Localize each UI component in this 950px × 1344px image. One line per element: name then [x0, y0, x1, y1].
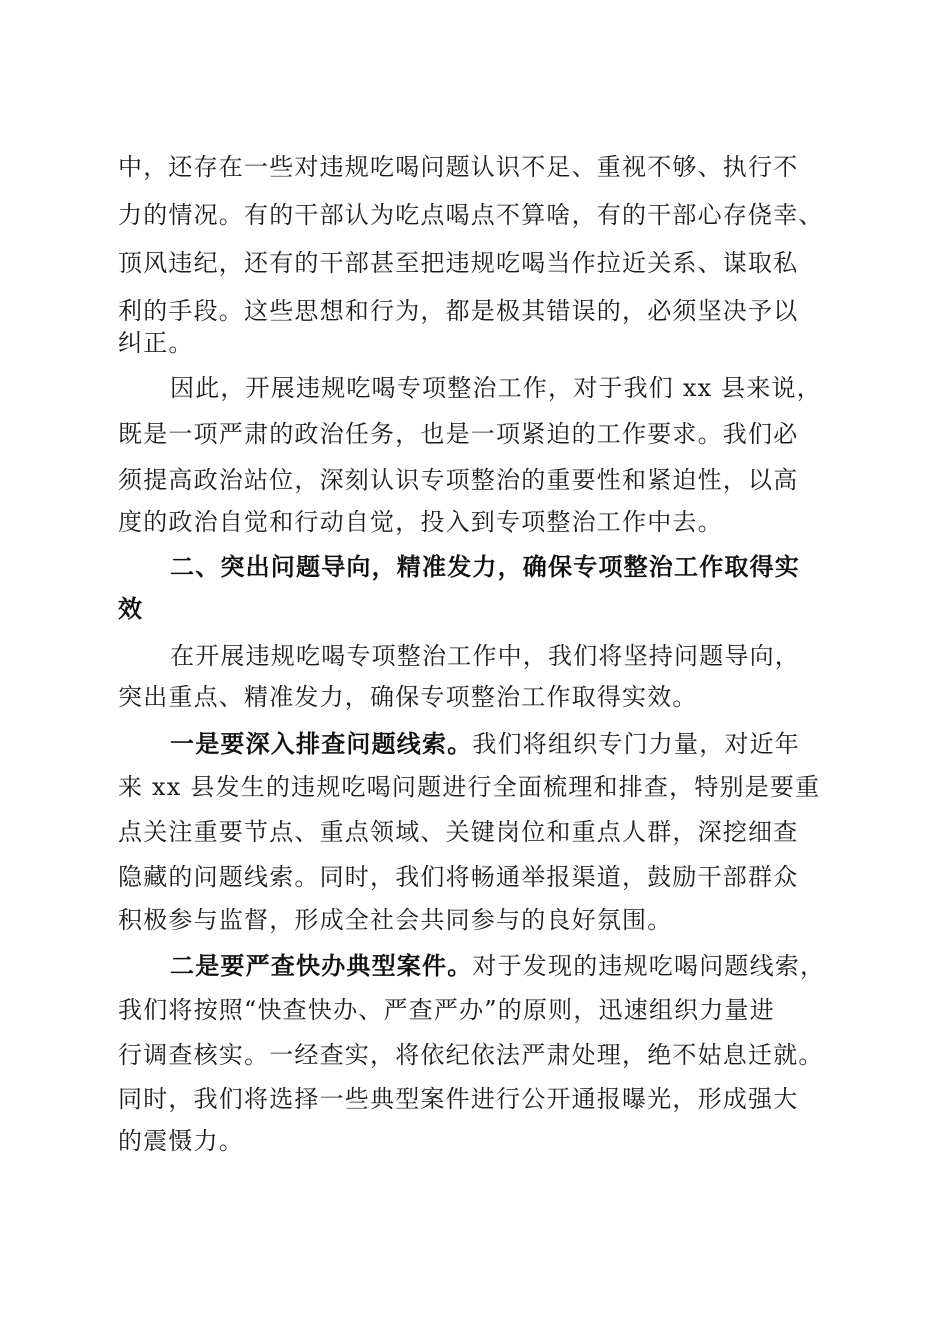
paragraph-line: 来 xx 县发生的违规吃喝问题进行全面梳理和排查，特别是要重 [118, 773, 821, 801]
paragraph-line: 力的情况。有的干部认为吃点喝点不算啥，有的干部心存侥幸、 [118, 201, 824, 229]
paragraph-line: 顶风违纪，还有的干部甚至把违规吃喝当作拉近关系、谋取私 [118, 249, 799, 277]
paragraph-line: 积极参与监督，形成全社会共同参与的良好氛围。 [118, 906, 673, 934]
paragraph-line: 度的政治自觉和行动自觉，投入到专项整治工作中去。 [118, 508, 723, 536]
paragraph-lead: 二是要严查快办典型案件。 [170, 952, 473, 980]
heading-line: 二、突出问题导向，精准发力，确保专项整治工作取得实 [170, 553, 800, 581]
paragraph-line [170, 949, 838, 983]
paragraph-line: 在开展违规吃喝专项整治工作中，我们将坚持问题导向， [170, 642, 800, 670]
paragraph-line: 同时，我们将选择一些典型案件进行公开通报曝光，形成强大 [118, 1085, 799, 1113]
paragraph-line: 纠正。 [118, 329, 194, 357]
paragraph-line: 行调查核实。一经查实，将依纪依法严肃处理，绝不姑息迁就。 [118, 1041, 824, 1069]
paragraph-text: 对于发现的违规吃喝问题线索， [472, 952, 826, 980]
paragraph-line: 的震慑力。 [118, 1127, 244, 1155]
paragraph-lead: 一是要深入排查问题线索。 [170, 730, 473, 758]
paragraph-text: 我们将组织专门力量，对近年 [472, 730, 801, 758]
heading-line: 效 [118, 595, 144, 623]
paragraph-line [170, 727, 838, 761]
paragraph-line: 利的手段。这些思想和行为，都是极其错误的，必须坚决予以 [118, 297, 799, 325]
paragraph-line: 既是一项严肃的政治任务，也是一项紧迫的工作要求。我们必 [118, 420, 799, 448]
paragraph-line: 我们将按照“快查快办、严查严办”的原则，迅速组织力量进 [118, 996, 775, 1024]
paragraph-line: 因此，开展违规吃喝专项整治工作，对于我们 xx 县来说， [170, 374, 822, 402]
paragraph-line: 隐藏的问题线索。同时，我们将畅通举报渠道，鼓励干部群众 [118, 863, 799, 891]
paragraph-line: 点关注重要节点、重点领域、关键岗位和重点人群，深挖细查 [118, 818, 799, 846]
paragraph-line: 突出重点、精准发力，确保专项整治工作取得实效。 [118, 683, 698, 711]
paragraph-line: 须提高政治站位，深刻认识专项整治的重要性和紧迫性，以高 [118, 466, 799, 494]
paragraph-line: 中，还存在一些对违规吃喝问题认识不足、重视不够、执行不 [118, 153, 799, 181]
